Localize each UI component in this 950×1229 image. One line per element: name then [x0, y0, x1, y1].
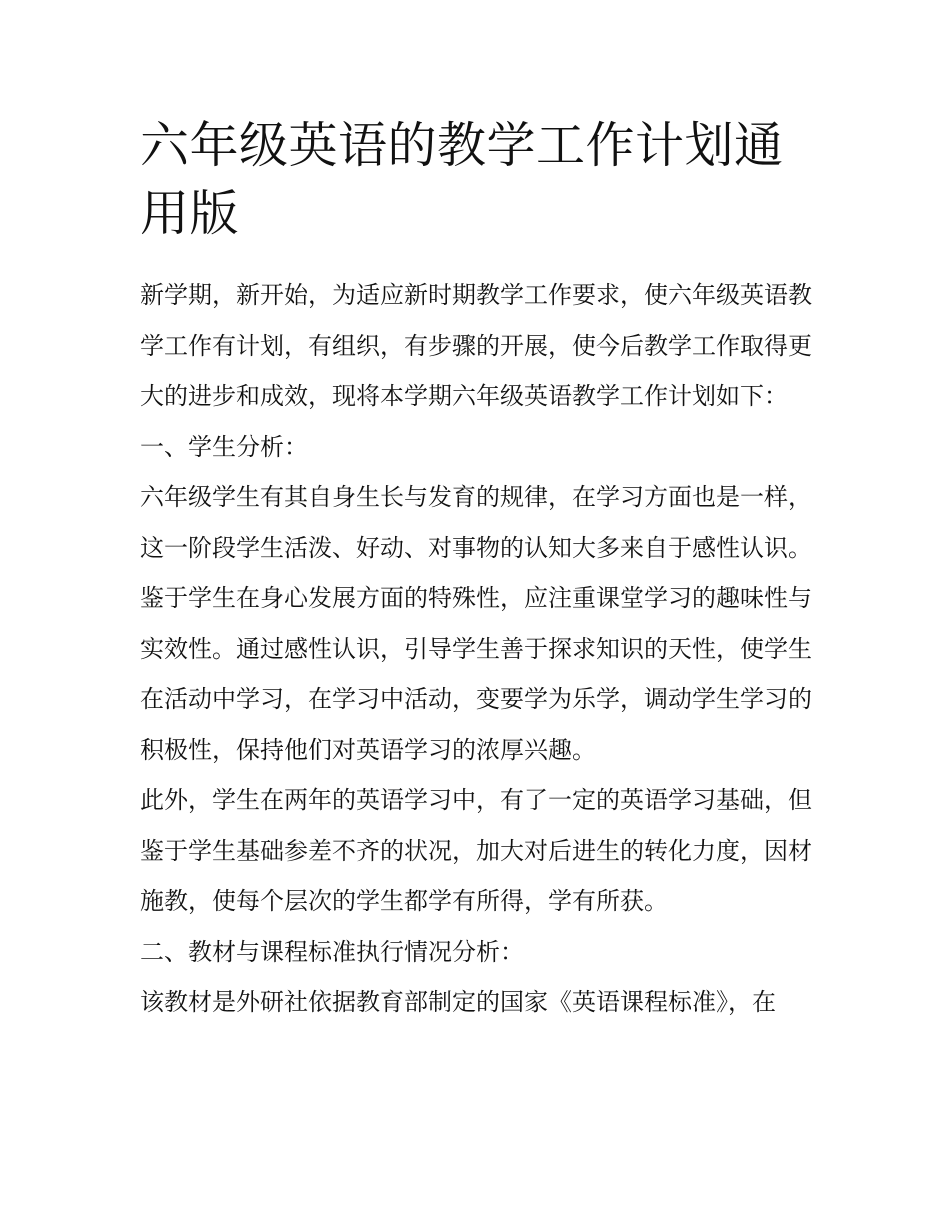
student-analysis-paragraph: 六年级学生有其自身生长与发育的规律，在学习方面也是一样，这一阶段学生活泼、好动、对事物的认知大多来自于感性认识。鉴于学生在身心发展方面的特殊性，应注重课堂学习的趣味性与实效性。通过感性认识，引导学生善于探求知识的天性，使学生在活动中学习，在学习中活动，变要学为乐学，调动学生学习的积极性，保持他们对英语学习的浓厚兴趣。 — [140, 483, 812, 764]
textbook-analysis-paragraph: 该教材是外研社依据教育部制定的国家《英语课程标准》，在 — [140, 988, 776, 1016]
section-heading-student-analysis: 一、学生分析： — [140, 432, 308, 461]
document-title: 六年级英语的教学工作计划通用版 — [140, 117, 784, 242]
intro-paragraph: 新学期，新开始，为适应新时期教学工作要求，使六年级英语教学工作有计划，有组织，有步骤的开展，使今后教学工作取得更大的进步和成效，现将本学期六年级英语教学工作计划如下： — [140, 281, 812, 410]
document-page — [140, 112, 812, 1028]
student-foundation-paragraph: 此外，学生在两年的英语学习中，有了一定的英语学习基础，但鉴于学生基础参差不齐的状况，加大对后进生的转化力度，因材施教，使每个层次的学生都学有所得，学有所获。 — [140, 786, 812, 915]
section-heading-textbook-analysis: 二、教材与课程标准执行情况分析： — [140, 937, 524, 966]
